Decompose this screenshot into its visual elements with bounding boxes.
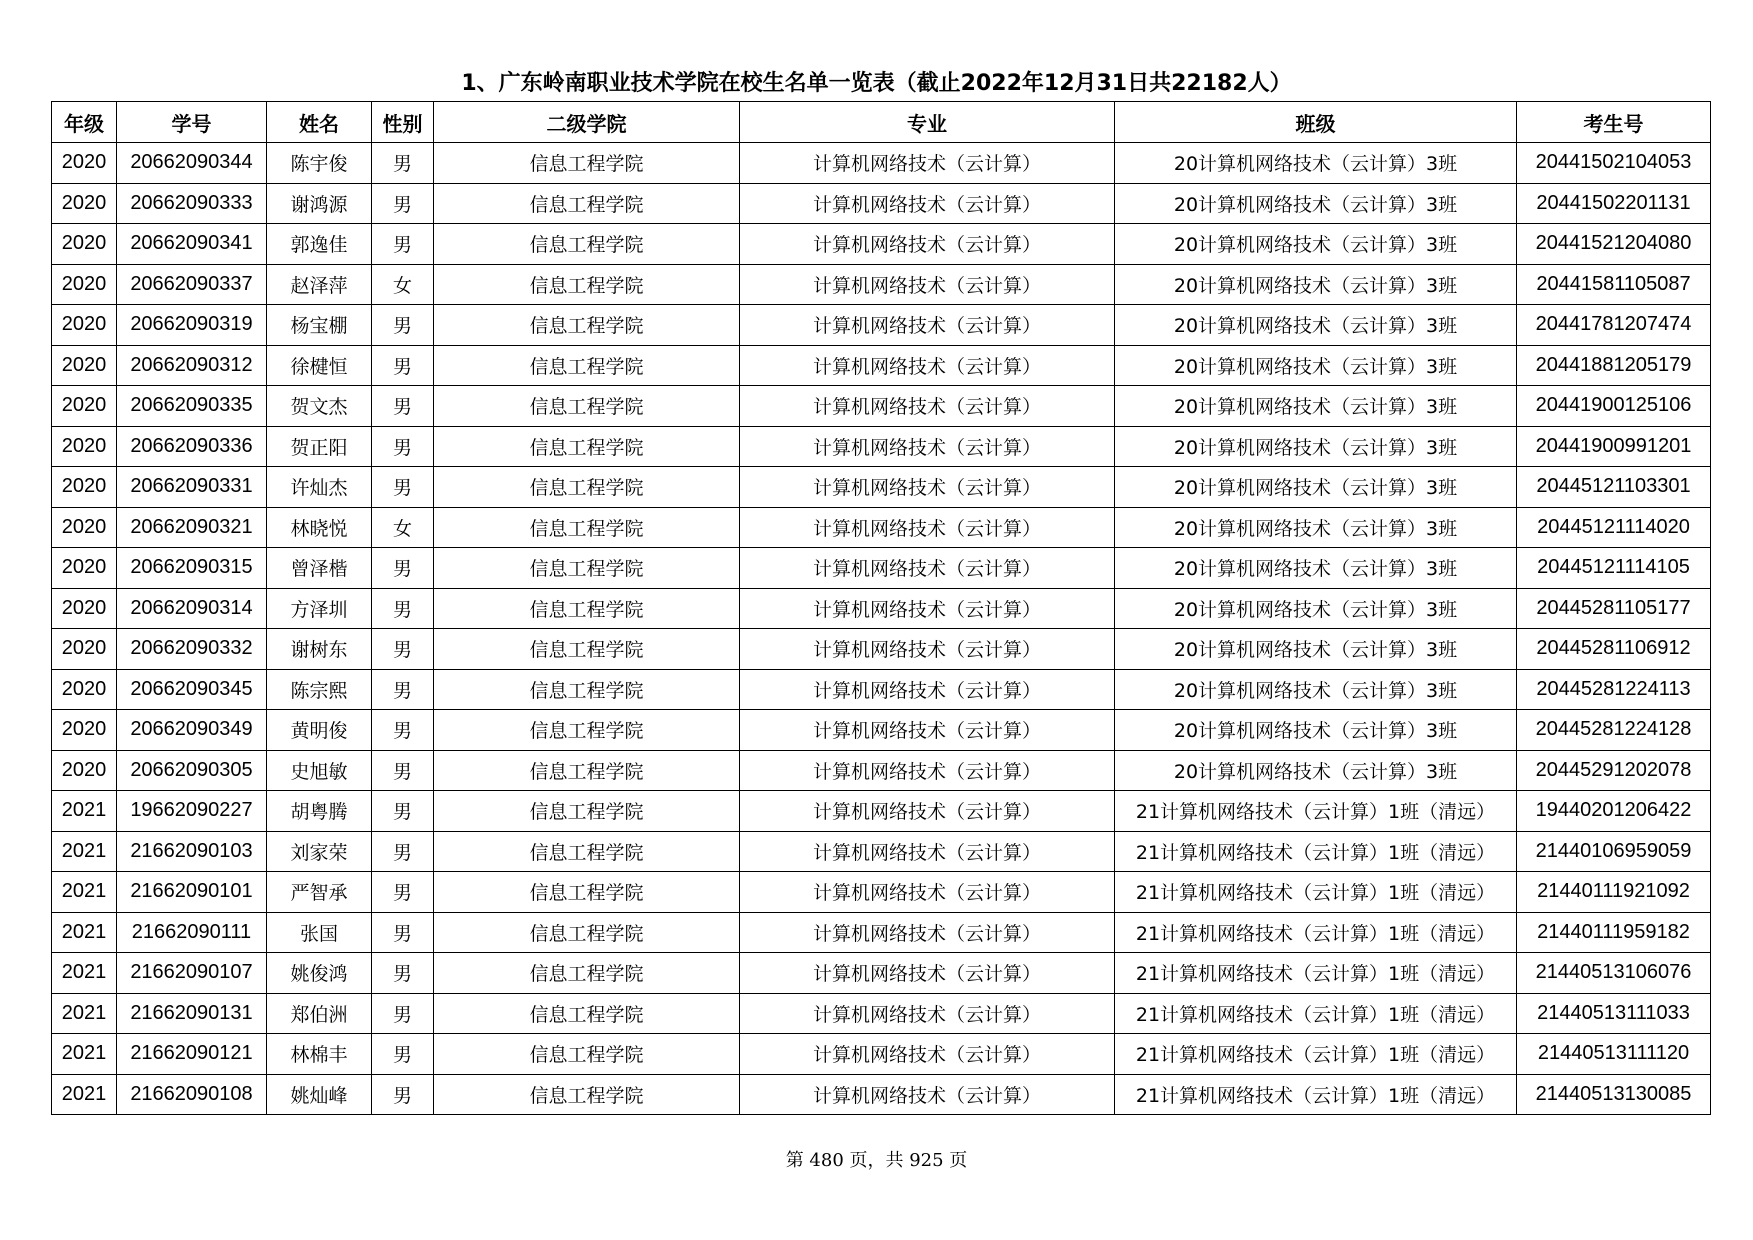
cell-class: 20计算机网络技术（云计算）3班 [1115,345,1517,386]
cell-exam-number: 20445121114020 [1517,507,1711,548]
cell-class: 20计算机网络技术（云计算）3班 [1115,548,1517,589]
cell-grade: 2021 [52,953,117,994]
cell-name: 贺正阳 [267,426,372,467]
cell-gender: 男 [372,305,434,346]
student-roster-table [51,101,1711,1115]
cell-grade: 2021 [52,912,117,953]
cell-college: 信息工程学院 [434,467,740,508]
cell-gender: 男 [372,467,434,508]
cell-grade: 2020 [52,345,117,386]
cell-name: 谢鸿源 [267,183,372,224]
cell-student-id: 21662090121 [117,1034,267,1075]
cell-class: 21计算机网络技术（云计算）1班（清远） [1115,912,1517,953]
cell-grade: 2021 [52,831,117,872]
cell-name: 姚灿峰 [267,1074,372,1115]
table-row [52,305,1711,346]
cell-grade: 2021 [52,993,117,1034]
page-footer: 第 480 页，共 925 页 [785,1150,968,1171]
cell-gender: 女 [372,507,434,548]
table-row [52,264,1711,305]
cell-class: 21计算机网络技术（云计算）1班（清远） [1115,791,1517,832]
cell-grade: 2021 [52,1074,117,1115]
cell-exam-number: 20441900125106 [1517,386,1711,427]
cell-major: 计算机网络技术（云计算） [740,1074,1115,1115]
cell-major: 计算机网络技术（云计算） [740,345,1115,386]
cell-student-id: 19662090227 [117,791,267,832]
header-exam-number: 考生号 [1517,102,1711,143]
cell-major: 计算机网络技术（云计算） [740,588,1115,629]
cell-name: 林棉丰 [267,1034,372,1075]
cell-class: 20计算机网络技术（云计算）3班 [1115,305,1517,346]
cell-major: 计算机网络技术（云计算） [740,386,1115,427]
cell-grade: 2020 [52,588,117,629]
cell-name: 姚俊鸿 [267,953,372,994]
cell-grade: 2020 [52,224,117,265]
cell-student-id: 20662090337 [117,264,267,305]
cell-name: 郭逸佳 [267,224,372,265]
cell-major: 计算机网络技术（云计算） [740,224,1115,265]
cell-class: 20计算机网络技术（云计算）3班 [1115,224,1517,265]
header-grade: 年级 [52,102,117,143]
cell-grade: 2020 [52,629,117,670]
table-row [52,669,1711,710]
cell-student-id: 20662090344 [117,143,267,184]
table-row [52,507,1711,548]
cell-grade: 2020 [52,669,117,710]
cell-college: 信息工程学院 [434,912,740,953]
cell-college: 信息工程学院 [434,629,740,670]
cell-gender: 男 [372,1074,434,1115]
table-row [52,993,1711,1034]
table-row [52,183,1711,224]
cell-student-id: 21662090103 [117,831,267,872]
table-row [52,345,1711,386]
cell-grade: 2020 [52,750,117,791]
cell-name: 方泽圳 [267,588,372,629]
cell-gender: 男 [372,831,434,872]
header-college: 二级学院 [434,102,740,143]
cell-exam-number: 21440513130085 [1517,1074,1711,1115]
table-row [52,710,1711,751]
cell-name: 史旭敏 [267,750,372,791]
cell-student-id: 21662090131 [117,993,267,1034]
cell-student-id: 20662090341 [117,224,267,265]
cell-college: 信息工程学院 [434,669,740,710]
cell-student-id: 20662090336 [117,426,267,467]
cell-class: 20计算机网络技术（云计算）3班 [1115,467,1517,508]
cell-student-id: 20662090335 [117,386,267,427]
cell-class: 20计算机网络技术（云计算）3班 [1115,588,1517,629]
cell-college: 信息工程学院 [434,548,740,589]
cell-gender: 男 [372,1034,434,1075]
table-row [52,143,1711,184]
cell-gender: 男 [372,143,434,184]
cell-class: 21计算机网络技术（云计算）1班（清远） [1115,831,1517,872]
cell-grade: 2020 [52,386,117,427]
cell-gender: 男 [372,386,434,427]
cell-gender: 男 [372,750,434,791]
cell-name: 陈宇俊 [267,143,372,184]
cell-grade: 2020 [52,710,117,751]
cell-name: 贺文杰 [267,386,372,427]
cell-gender: 男 [372,183,434,224]
cell-college: 信息工程学院 [434,264,740,305]
table-row [52,791,1711,832]
table-row [52,872,1711,913]
cell-major: 计算机网络技术（云计算） [740,912,1115,953]
table-row [52,750,1711,791]
cell-grade: 2021 [52,872,117,913]
cell-major: 计算机网络技术（云计算） [740,872,1115,913]
table-row [52,912,1711,953]
cell-name: 谢树东 [267,629,372,670]
cell-student-id: 20662090314 [117,588,267,629]
cell-gender: 男 [372,345,434,386]
cell-grade: 2020 [52,507,117,548]
cell-student-id: 20662090312 [117,345,267,386]
table-row [52,588,1711,629]
cell-exam-number: 20445291202078 [1517,750,1711,791]
cell-class: 20计算机网络技术（云计算）3班 [1115,507,1517,548]
cell-major: 计算机网络技术（云计算） [740,953,1115,994]
cell-exam-number: 20445281224128 [1517,710,1711,751]
cell-major: 计算机网络技术（云计算） [740,669,1115,710]
cell-name: 曾泽楷 [267,548,372,589]
cell-class: 20计算机网络技术（云计算）3班 [1115,386,1517,427]
cell-gender: 男 [372,993,434,1034]
header-row [52,102,1711,143]
cell-college: 信息工程学院 [434,1074,740,1115]
cell-exam-number: 20445281224113 [1517,669,1711,710]
cell-college: 信息工程学院 [434,426,740,467]
cell-exam-number: 20441502104053 [1517,143,1711,184]
table-row [52,467,1711,508]
cell-name: 陈宗熙 [267,669,372,710]
cell-major: 计算机网络技术（云计算） [740,993,1115,1034]
cell-name: 郑伯洲 [267,993,372,1034]
cell-gender: 男 [372,912,434,953]
cell-exam-number: 20441900991201 [1517,426,1711,467]
cell-name: 赵泽萍 [267,264,372,305]
cell-class: 21计算机网络技术（云计算）1班（清远） [1115,993,1517,1034]
cell-class: 21计算机网络技术（云计算）1班（清远） [1115,872,1517,913]
cell-exam-number: 20441881205179 [1517,345,1711,386]
cell-name: 黄明俊 [267,710,372,751]
cell-exam-number: 20441502201131 [1517,183,1711,224]
table-row [52,629,1711,670]
cell-class: 20计算机网络技术（云计算）3班 [1115,669,1517,710]
cell-college: 信息工程学院 [434,750,740,791]
table-row [52,426,1711,467]
cell-class: 21计算机网络技术（云计算）1班（清远） [1115,953,1517,994]
cell-exam-number: 21440513111033 [1517,993,1711,1034]
cell-grade: 2021 [52,791,117,832]
cell-gender: 男 [372,426,434,467]
cell-class: 20计算机网络技术（云计算）3班 [1115,750,1517,791]
table-row [52,831,1711,872]
cell-major: 计算机网络技术（云计算） [740,750,1115,791]
cell-exam-number: 20441521204080 [1517,224,1711,265]
cell-student-id: 20662090331 [117,467,267,508]
cell-class: 21计算机网络技术（云计算）1班（清远） [1115,1074,1517,1115]
page-title: 1、广东岭南职业技术学院在校生名单一览表（截止2022年12月31日共22182人） [461,71,1292,96]
table-body [52,143,1711,1115]
cell-grade: 2020 [52,426,117,467]
cell-exam-number: 20445121103301 [1517,467,1711,508]
cell-major: 计算机网络技术（云计算） [740,264,1115,305]
cell-college: 信息工程学院 [434,345,740,386]
cell-college: 信息工程学院 [434,831,740,872]
cell-student-id: 20662090333 [117,183,267,224]
cell-student-id: 21662090111 [117,912,267,953]
cell-college: 信息工程学院 [434,507,740,548]
cell-student-id: 20662090345 [117,669,267,710]
cell-student-id: 20662090315 [117,548,267,589]
cell-name: 张国 [267,912,372,953]
cell-exam-number: 20445281106912 [1517,629,1711,670]
cell-major: 计算机网络技术（云计算） [740,183,1115,224]
cell-gender: 男 [372,224,434,265]
cell-gender: 男 [372,588,434,629]
cell-college: 信息工程学院 [434,791,740,832]
cell-college: 信息工程学院 [434,993,740,1034]
cell-exam-number: 19440201206422 [1517,791,1711,832]
cell-student-id: 20662090321 [117,507,267,548]
cell-name: 杨宝棚 [267,305,372,346]
cell-gender: 男 [372,629,434,670]
cell-gender: 男 [372,953,434,994]
cell-gender: 男 [372,791,434,832]
cell-student-id: 20662090349 [117,710,267,751]
cell-college: 信息工程学院 [434,386,740,427]
header-class: 班级 [1115,102,1517,143]
cell-exam-number: 21440106959059 [1517,831,1711,872]
cell-exam-number: 20441581105087 [1517,264,1711,305]
cell-college: 信息工程学院 [434,953,740,994]
cell-class: 20计算机网络技术（云计算）3班 [1115,183,1517,224]
cell-exam-number: 21440111921092 [1517,872,1711,913]
cell-student-id: 21662090108 [117,1074,267,1115]
cell-major: 计算机网络技术（云计算） [740,831,1115,872]
cell-grade: 2020 [52,183,117,224]
cell-gender: 女 [372,264,434,305]
cell-exam-number: 21440513111120 [1517,1034,1711,1075]
table-row [52,548,1711,589]
cell-college: 信息工程学院 [434,588,740,629]
cell-student-id: 21662090101 [117,872,267,913]
cell-gender: 男 [372,548,434,589]
cell-name: 林晓悦 [267,507,372,548]
cell-exam-number: 20445281105177 [1517,588,1711,629]
cell-gender: 男 [372,872,434,913]
cell-exam-number: 21440111959182 [1517,912,1711,953]
header-name: 姓名 [267,102,372,143]
cell-student-id: 20662090332 [117,629,267,670]
cell-gender: 男 [372,710,434,751]
header-major: 专业 [740,102,1115,143]
cell-name: 徐楗恒 [267,345,372,386]
table-row [52,386,1711,427]
cell-name: 胡粤腾 [267,791,372,832]
cell-grade: 2020 [52,143,117,184]
cell-student-id: 21662090107 [117,953,267,994]
cell-grade: 2020 [52,548,117,589]
table-row [52,953,1711,994]
cell-exam-number: 21440513106076 [1517,953,1711,994]
cell-class: 21计算机网络技术（云计算）1班（清远） [1115,1034,1517,1075]
cell-college: 信息工程学院 [434,183,740,224]
cell-major: 计算机网络技术（云计算） [740,629,1115,670]
cell-major: 计算机网络技术（云计算） [740,791,1115,832]
header-gender: 性别 [372,102,434,143]
table-row [52,224,1711,265]
cell-major: 计算机网络技术（云计算） [740,710,1115,751]
cell-class: 20计算机网络技术（云计算）3班 [1115,264,1517,305]
cell-major: 计算机网络技术（云计算） [740,467,1115,508]
cell-college: 信息工程学院 [434,872,740,913]
cell-major: 计算机网络技术（云计算） [740,1034,1115,1075]
cell-major: 计算机网络技术（云计算） [740,507,1115,548]
cell-grade: 2021 [52,1034,117,1075]
cell-grade: 2020 [52,305,117,346]
cell-college: 信息工程学院 [434,305,740,346]
table-row [52,1074,1711,1115]
cell-class: 20计算机网络技术（云计算）3班 [1115,629,1517,670]
cell-gender: 男 [372,669,434,710]
cell-exam-number: 20445121114105 [1517,548,1711,589]
cell-name: 许灿杰 [267,467,372,508]
cell-major: 计算机网络技术（云计算） [740,143,1115,184]
cell-major: 计算机网络技术（云计算） [740,305,1115,346]
cell-name: 刘家荣 [267,831,372,872]
cell-college: 信息工程学院 [434,1034,740,1075]
cell-college: 信息工程学院 [434,710,740,751]
table-row [52,1034,1711,1075]
header-student-id: 学号 [117,102,267,143]
cell-exam-number: 20441781207474 [1517,305,1711,346]
cell-class: 20计算机网络技术（云计算）3班 [1115,143,1517,184]
cell-class: 20计算机网络技术（云计算）3班 [1115,426,1517,467]
cell-college: 信息工程学院 [434,224,740,265]
cell-student-id: 20662090305 [117,750,267,791]
cell-major: 计算机网络技术（云计算） [740,548,1115,589]
cell-grade: 2020 [52,264,117,305]
cell-class: 20计算机网络技术（云计算）3班 [1115,710,1517,751]
cell-grade: 2020 [52,467,117,508]
cell-college: 信息工程学院 [434,143,740,184]
cell-major: 计算机网络技术（云计算） [740,426,1115,467]
cell-student-id: 20662090319 [117,305,267,346]
cell-name: 严智承 [267,872,372,913]
